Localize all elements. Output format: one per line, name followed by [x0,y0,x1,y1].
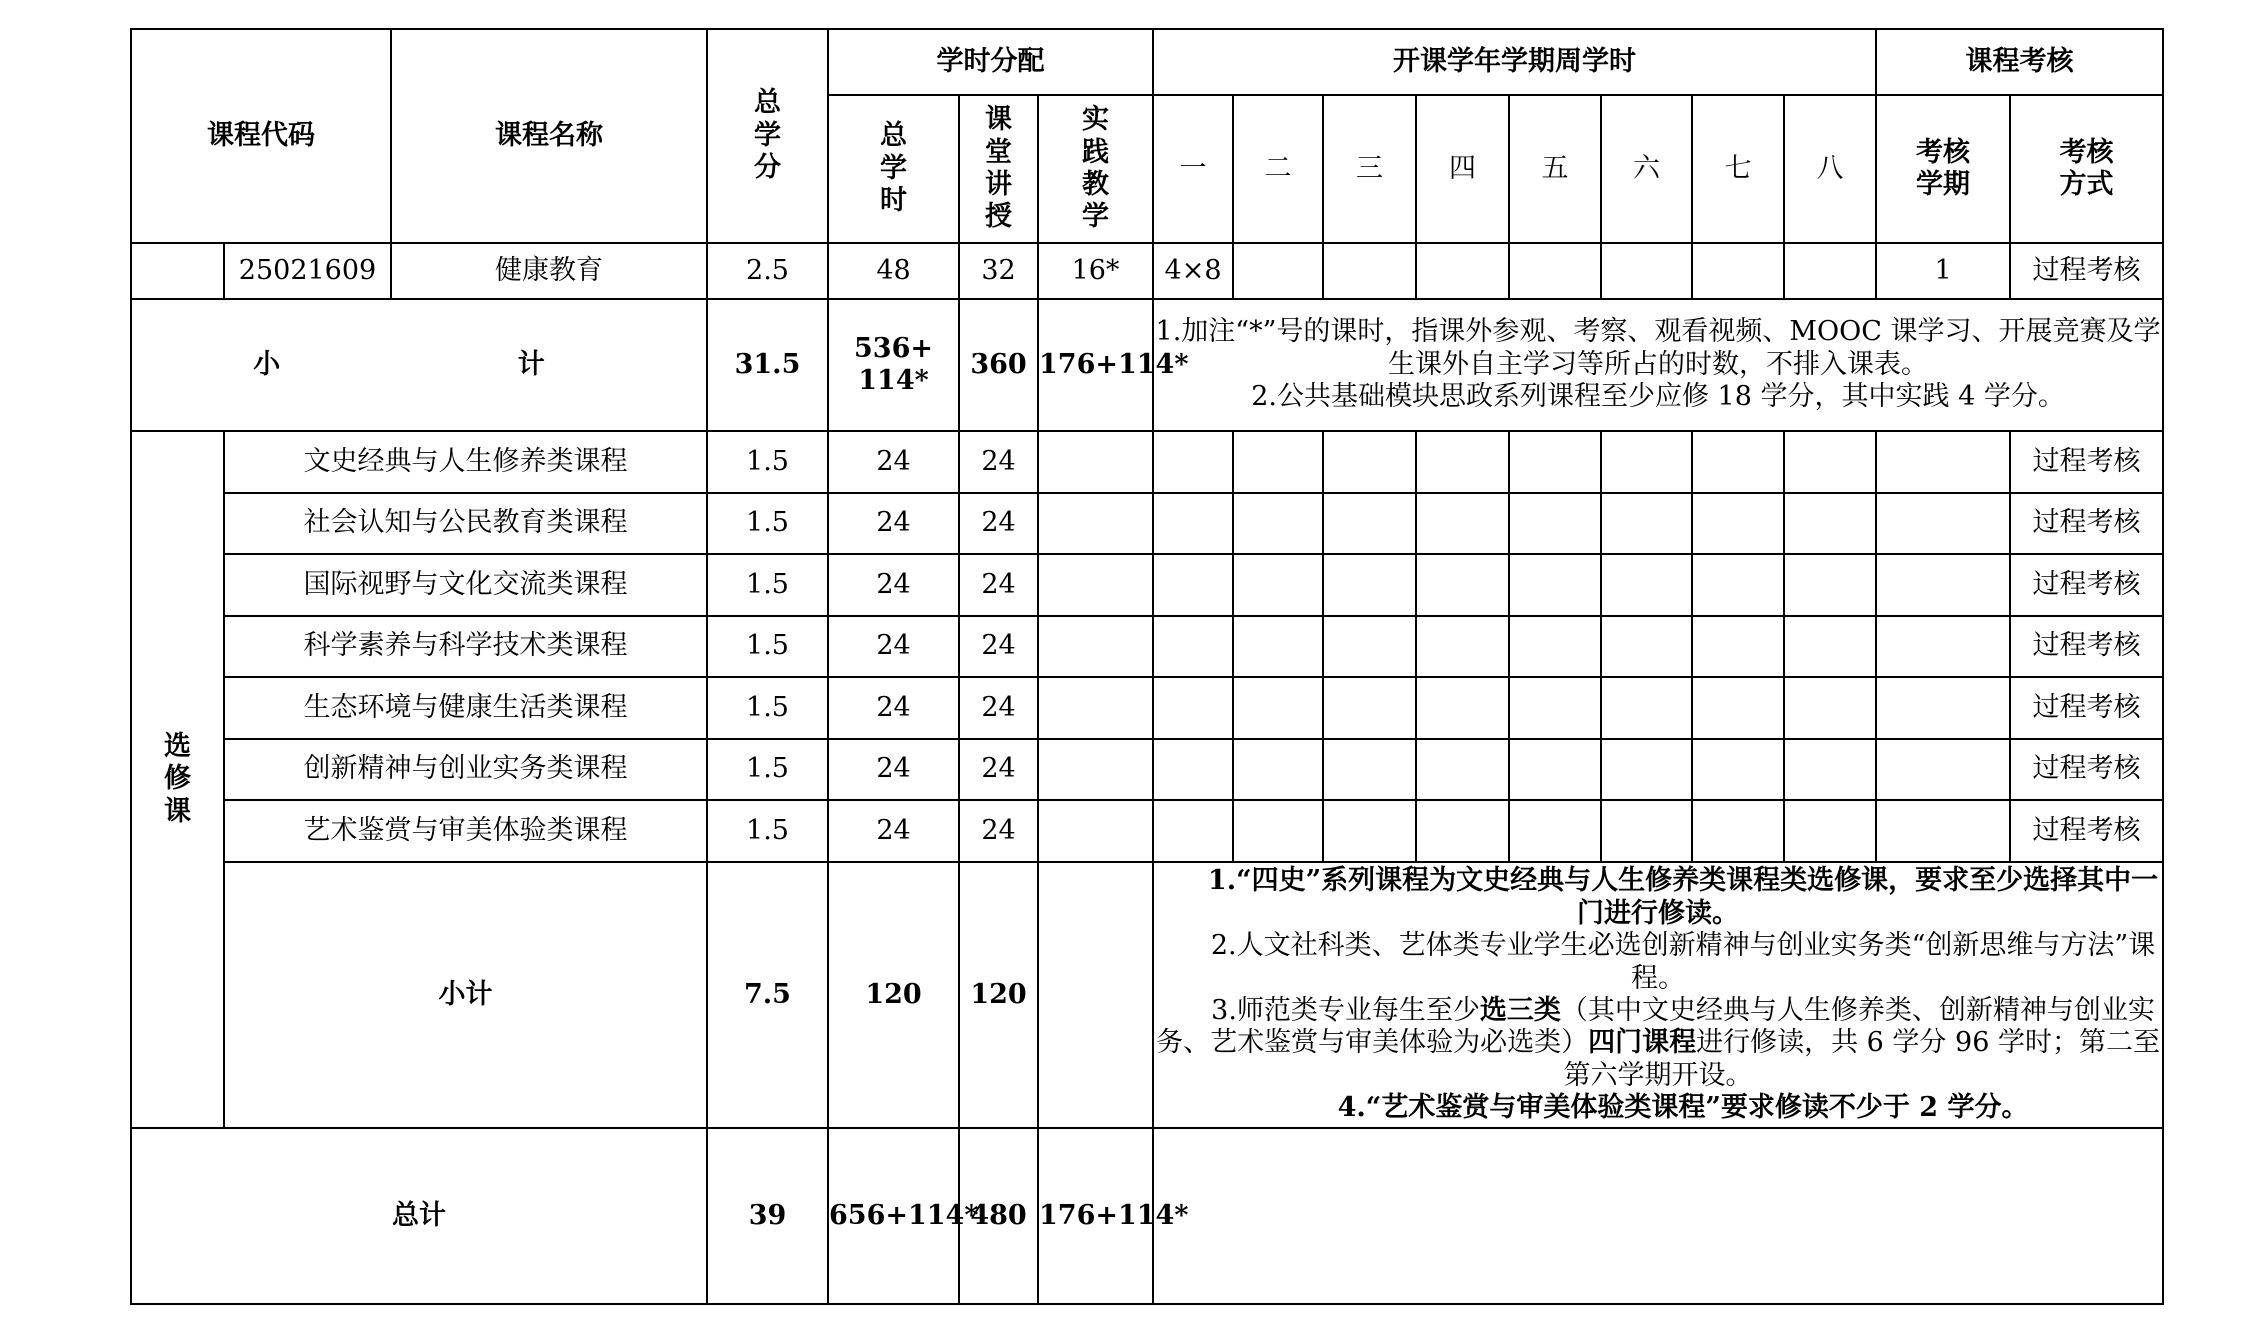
elective-lecture-hours: 24 [959,431,1038,493]
elective-method: 过程考核 [2010,493,2163,554]
elective-method: 过程考核 [2010,800,2163,862]
course-total-hours: 48 [828,243,959,299]
table-row [131,677,2163,739]
table-row [131,431,2163,493]
table-row [131,554,2163,616]
elective-lecture-hours: 24 [959,677,1038,739]
elective-credits: 1.5 [707,554,828,616]
elective-subtotal-row [131,862,2163,1128]
elective-total-hours: 24 [828,616,959,677]
elective-notes [1153,862,2163,1128]
elective-method: 过程考核 [2010,554,2163,616]
header-lecture: 课堂讲授 [959,95,1038,243]
elective-method: 过程考核 [2010,431,2163,493]
header-semester-8: 八 [1784,95,1876,243]
elective-credits: 1.5 [707,493,828,554]
header-semester-3: 三 [1323,95,1416,243]
grand-total-row [131,1128,2163,1304]
assessment-term: 1 [1876,243,2010,299]
header-semester-7: 七 [1692,95,1784,243]
elective-subtotal-practice-hours [1038,862,1153,1128]
grand-total-notes [1153,1128,2163,1304]
elective-subtotal-total-hours: 120 [828,862,959,1128]
note-1: 1.加注“*”号的课时，指课外参观、考察、观看视频、MOOC 课学习、开展竞赛及学生课外自主学习等所占的时数，不排入课表。 [1155,316,2161,380]
elective-total-hours: 24 [828,493,959,554]
grand-total-label: 总计 [131,1128,707,1304]
table-row [131,493,2163,554]
semester-2-hours [1233,243,1323,299]
elective-total-hours: 24 [828,554,959,616]
elective-note-1: 1.“四史”系列课程为文史经典与人生修养类课程类选修课，要求至少选择其中一门进行修读。 [1207,865,2159,929]
course-lecture-hours: 32 [959,243,1038,299]
course-credits: 2.5 [707,243,828,299]
subtotal-row [131,299,2163,431]
header-semester-1: 一 [1153,95,1233,243]
header-assessment-term: 考核学期 [1876,95,2010,243]
empty-cell [131,243,224,299]
elective-course-name: 文史经典与人生修养类课程 [224,431,707,493]
semester-8-hours [1784,243,1876,299]
elective-total-hours: 24 [828,739,959,800]
elective-method: 过程考核 [2010,616,2163,677]
elective-group-label: 选修课 [131,431,224,1128]
header-total-hours: 总学时 [828,95,959,243]
elective-credits: 1.5 [707,616,828,677]
header-semester-5: 五 [1509,95,1601,243]
elective-subtotal-lecture-hours: 120 [959,862,1038,1128]
grand-total-practice-hours: 176+114* [1038,1128,1153,1304]
semester-7-hours [1692,243,1784,299]
table-row [131,739,2163,800]
elective-course-name: 科学素养与科学技术类课程 [224,616,707,677]
elective-course-name: 创新精神与创业实务类课程 [224,739,707,800]
header-course-code: 课程代码 [131,29,391,243]
header-practice: 实践教学 [1038,95,1153,243]
elective-course-name: 社会认知与公民教育类课程 [224,493,707,554]
elective-credits: 1.5 [707,431,828,493]
semester-4-hours [1416,243,1509,299]
header-assessment-method: 考核方式 [2010,95,2163,243]
subtotal-lecture-hours: 360 [959,299,1038,431]
elective-lecture-hours: 24 [959,739,1038,800]
grand-total-lecture-hours: 480 [959,1128,1038,1304]
subtotal-credits: 31.5 [707,299,828,431]
subtotal-notes [1153,299,2163,431]
note-2: 2.公共基础模块思政系列课程至少应修 18 学分，其中实践 4 学分。 [1251,381,2065,413]
table-row [131,800,2163,862]
elective-course-name: 国际视野与文化交流类课程 [224,554,707,616]
elective-course-name: 生态环境与健康生活类课程 [224,677,707,739]
curriculum-table [130,28,2164,1305]
table-row [131,616,2163,677]
header-hours-allocation: 学时分配 [828,29,1153,95]
course-name: 健康教育 [391,243,707,299]
elective-total-hours: 24 [828,800,959,862]
header-semester-weekly-hours: 开课学年学期周学时 [1153,29,1876,95]
elective-total-hours: 24 [828,431,959,493]
header-semester-6: 六 [1601,95,1692,243]
elective-subtotal-label: 小计 [224,862,707,1128]
elective-note-4: 4.“艺术鉴赏与审美体验类课程”要求修读不少于 2 学分。 [1337,1092,2029,1124]
elective-note-3: 3.师范类专业每生至少选三类（其中文史经典与人生修养类、创新精神与创业实务、艺术鉴赏与审美体验为必选类）四门课程进行修读，共 6 学分 96 学时；第二至第六学期开设。 [1156,995,2160,1091]
elective-lecture-hours: 24 [959,493,1038,554]
semester-1-hours: 4×8 [1153,243,1233,299]
header-total-credits: 总学分 [707,29,828,243]
elective-lecture-hours: 24 [959,800,1038,862]
elective-method: 过程考核 [2010,677,2163,739]
subtotal-label: 小 计 [131,299,707,431]
grand-total-total-hours: 656+114* [828,1128,959,1304]
assessment-method: 过程考核 [2010,243,2163,299]
header-semester-2: 二 [1233,95,1323,243]
course-code: 25021609 [224,243,391,299]
header-semester-4: 四 [1416,95,1509,243]
header-assessment: 课程考核 [1876,29,2163,95]
subtotal-practice-hours: 176+114* [1038,299,1153,431]
header-course-name: 课程名称 [391,29,707,243]
semester-3-hours [1323,243,1416,299]
elective-credits: 1.5 [707,739,828,800]
grand-total-credits: 39 [707,1128,828,1304]
semester-6-hours [1601,243,1692,299]
elective-note-2: 2.人文社科类、艺体类专业学生必选创新精神与创业实务类“创新思维与方法”课程。 [1210,930,2156,994]
elective-method: 过程考核 [2010,739,2163,800]
elective-lecture-hours: 24 [959,554,1038,616]
subtotal-total-hours: 536+ 114* [828,299,959,431]
elective-total-hours: 24 [828,677,959,739]
elective-subtotal-credits: 7.5 [707,862,828,1128]
header-row-1 [131,29,2163,95]
elective-lecture-hours: 24 [959,616,1038,677]
semester-5-hours [1509,243,1601,299]
elective-course-name: 艺术鉴赏与审美体验类课程 [224,800,707,862]
course-practice-hours: 16* [1038,243,1153,299]
elective-credits: 1.5 [707,800,828,862]
elective-credits: 1.5 [707,677,828,739]
table-row [131,243,2163,299]
